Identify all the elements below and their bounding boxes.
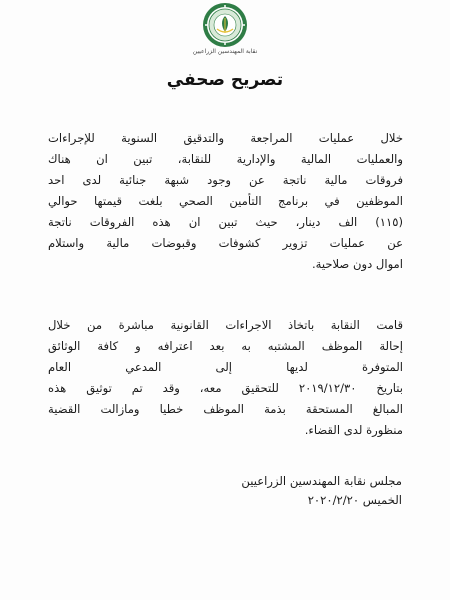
signature-org: مجلس نقابة المهندسين الزراعيين	[241, 474, 402, 488]
paragraph-line: قامت النقابة باتخاذ الاجراءات القانونية مباشرة من خلال	[48, 318, 403, 332]
paragraph-line: فروقات مالية ناتجة عن وجود شبهة جنائية لدى احد	[48, 173, 403, 187]
syndicate-seal-icon	[202, 2, 248, 48]
signature-date: الخميس ٢٠٢٠/٢/٢٠	[307, 493, 402, 507]
paragraph-line: والعمليات المالية والإدارية للنقابة، تبين ان هناك	[48, 152, 403, 166]
paragraph-line: (١١٥) الف دينار، حيث تبين ان هذه الفروقات ناتجة	[48, 215, 403, 229]
paragraph-legal-action	[48, 315, 403, 441]
logo-caption: نقابة المهندسين الزراعيين	[192, 48, 258, 55]
paragraph-audit-findings	[48, 128, 403, 275]
paragraph-line: إحالة الموظف المشتبه به بعد اعترافه و كافة الوثائق	[48, 339, 403, 353]
document-title: تصريح صحفي	[166, 70, 284, 90]
paragraph-line: المبالغ المستحقة بذمة الموظف خطيا ومازالت القضية	[48, 402, 403, 416]
paragraph-line: خلال عمليات المراجعة والتدقيق السنوية للإجراءات	[48, 131, 403, 145]
signature-block	[241, 472, 402, 510]
paragraph-line: الموظفين في برنامج التأمين الصحي بلغت قيمتها حوالي	[48, 194, 403, 208]
paragraph-line: اموال دون صلاحية.	[311, 257, 403, 271]
paragraph-line: عن عمليات تزوير كشوفات وقبوضات مالية واستلام	[48, 236, 403, 250]
header-logo	[180, 2, 270, 55]
paragraph-line: المتوفرة لديها إلى المدعي العام	[48, 360, 403, 374]
paragraph-line: بتاريخ ٢٠١٩/١٢/٣٠ للتحقيق معه، وقد تم توثيق هذه	[48, 381, 403, 395]
paragraph-line: منظورة لدى القضاء.	[304, 423, 403, 437]
